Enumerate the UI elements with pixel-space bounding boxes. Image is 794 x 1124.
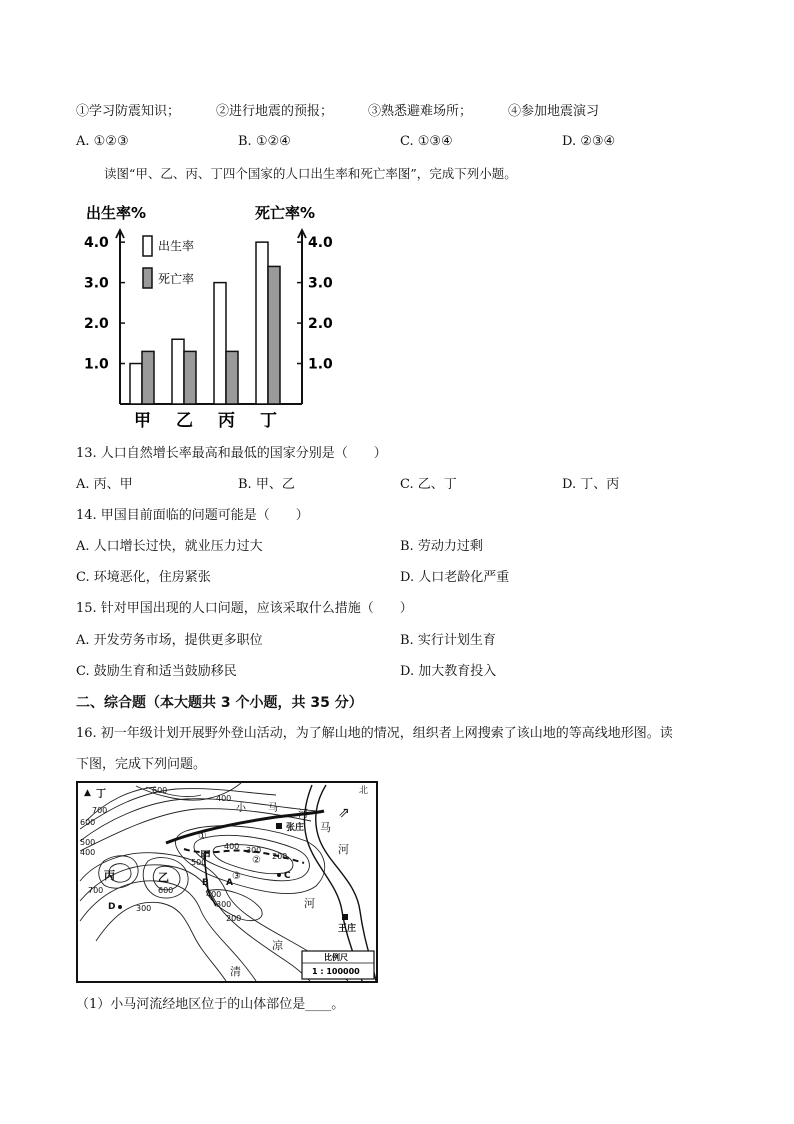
label-xiao: 小 <box>236 803 246 814</box>
contour-label-4: 700 <box>92 806 108 815</box>
bar-birth-rate <box>172 339 184 404</box>
q12-item-2: ②进行地震的预报； <box>216 104 334 119</box>
contour-label-2: 500 <box>80 838 96 847</box>
q12-item-1: ①学习防震知识； <box>76 104 181 119</box>
q16-sub-1: （1）小马河流经地区位于的山体部位是____。 <box>76 997 345 1012</box>
q13-stem: 13. 人口自然增长率最高和最低的国家分别是（ ） <box>76 446 387 461</box>
q14-option-b: B. 劳动力过剩 <box>400 539 483 554</box>
right-tick-label: 1.0 <box>308 356 333 373</box>
q12-item-3: ③熟悉避难场所； <box>368 104 473 119</box>
contour-map-svg <box>76 781 378 983</box>
right-tick-label: 2.0 <box>308 316 333 333</box>
legend-swatch-death <box>143 268 152 288</box>
contour-label-15: 200 <box>226 914 242 923</box>
q14-stem: 14. 甲国目前面临的问题可能是（ ） <box>76 508 309 523</box>
contour-label-16: 300 <box>136 904 152 913</box>
bar-death-rate <box>184 351 196 404</box>
label-circle-3: ③ <box>232 871 241 882</box>
scale-value: 1 : 100000 <box>312 967 360 976</box>
left-axis-label: 出生率% <box>86 204 147 222</box>
bar-death-rate <box>268 266 280 404</box>
q15-option-a: A. 开发劳务市场，提供更多职位 <box>76 633 263 648</box>
category-label: 丁 <box>260 411 277 431</box>
q15-option-c: C. 鼓励生育和适当鼓励移民 <box>76 664 237 679</box>
right-tick-label: 3.0 <box>308 275 333 292</box>
label-he-top: 河 <box>298 809 308 820</box>
q13-option-b: B. 甲、乙 <box>238 477 295 492</box>
point-c-marker <box>277 873 281 877</box>
q14-option-d: D. 人口老龄化严重 <box>400 570 510 585</box>
q12-option-b: B. ①②④ <box>238 134 291 149</box>
contour-label-8: 400 <box>224 842 240 851</box>
contour-label-9: 300 <box>246 846 262 855</box>
contour-label-11: 700 <box>88 886 104 895</box>
left-tick-label: 1.0 <box>84 356 109 373</box>
label-liang: 凉 <box>272 939 283 952</box>
map-triangle-icon: ▲ <box>84 788 91 798</box>
q15-option-b: B. 实行计划生育 <box>400 633 496 648</box>
point-d-marker <box>118 905 122 909</box>
label-he-mid: 河 <box>304 897 315 910</box>
bar-birth-rate <box>130 364 142 404</box>
label-b: B <box>202 878 209 888</box>
q15-option-d: D. 加大教育投入 <box>400 664 497 679</box>
label-d: D <box>108 902 116 912</box>
label-he-right: 河 <box>338 843 349 856</box>
rate-chart-svg <box>80 198 342 436</box>
contour-map <box>76 781 378 983</box>
zhangzhuang-marker <box>276 823 282 829</box>
q12-item-4: ④参加地震演习 <box>508 104 600 119</box>
q12-option-c: C. ①③④ <box>400 134 453 149</box>
north-arrow-icon: ⇗ <box>338 805 350 821</box>
category-label: 乙 <box>176 411 193 431</box>
scale-title: 比例尺 <box>324 953 348 962</box>
label-wangzhuang: 王庄 <box>338 924 357 934</box>
section-2-heading: 二、综合题（本大题共 3 个小题，共 35 分） <box>76 695 363 711</box>
label-bing: 丙 <box>104 869 115 882</box>
bar-death-rate <box>226 351 238 404</box>
category-label: 甲 <box>134 411 151 431</box>
contour-label-10: 200 <box>272 852 288 861</box>
q12-option-a: A. ①②③ <box>76 134 129 149</box>
contour-label-6: 400 <box>216 794 232 803</box>
left-tick-label: 3.0 <box>84 275 109 292</box>
label-qing: 清 <box>230 965 241 978</box>
contour-label-14: 300 <box>216 900 232 909</box>
left-tick-label: 2.0 <box>84 316 109 333</box>
label-yi: 乙 <box>158 871 169 884</box>
right-tick-label: 4.0 <box>308 235 333 252</box>
q16-stem-line1: 16. 初一年级计划开展野外登山活动，为了解山地的情况，组织者上网搜索了该山地的等高线地形图。读 <box>76 726 673 741</box>
q15-stem: 15. 针对甲国出现的人口问题，应该采取什么措施（ ） <box>76 601 413 616</box>
wangzhuang-marker <box>342 914 348 920</box>
bar-birth-rate <box>256 242 268 404</box>
q14-option-c: C. 环境恶化，住房紧张 <box>76 570 211 585</box>
legend-label-death: 死亡率 <box>158 272 195 286</box>
label-circle-1: ① <box>198 831 207 842</box>
contour-label-13: 400 <box>206 890 222 899</box>
label-ma-right: 马 <box>320 821 331 834</box>
label-ding: 丁 <box>96 789 106 800</box>
chart-intro: 读图“甲、乙、丙、丁四个国家的人口出生率和死亡率图”，完成下列小题。 <box>104 166 517 181</box>
legend-label-birth: 出生率 <box>158 239 195 253</box>
q14-option-a: A. 人口增长过快，就业压力过大 <box>76 539 263 554</box>
label-circle-2: ② <box>252 855 261 866</box>
label-a: A <box>226 878 233 888</box>
category-label: 丙 <box>218 411 235 431</box>
birth-death-rate-chart <box>80 198 342 436</box>
contour-label-1: 600 <box>80 818 96 827</box>
label-zhangzhuang: 张庄 <box>286 823 305 833</box>
label-jia: 甲 <box>200 849 211 862</box>
bar-death-rate <box>142 351 154 404</box>
contour-label-5: 600 <box>152 786 168 795</box>
q13-option-d: D. 丁、丙 <box>562 477 620 492</box>
contour-label-7: 500 <box>191 858 207 867</box>
right-axis-label: 死亡率% <box>255 204 316 222</box>
legend-swatch-birth <box>143 236 152 256</box>
contour-label-12: 600 <box>158 886 174 895</box>
label-c: C <box>284 871 291 881</box>
contour-label-3: 400 <box>80 848 96 857</box>
label-north: 北 <box>359 786 369 796</box>
left-tick-label: 4.0 <box>84 235 109 252</box>
q16-stem-line2: 下图，完成下列问题。 <box>76 757 207 772</box>
bar-birth-rate <box>214 283 226 404</box>
q13-option-a: A. 丙、甲 <box>76 477 133 492</box>
q13-option-c: C. 乙、丁 <box>400 477 457 492</box>
label-ma-top: 马 <box>268 803 278 814</box>
q12-option-d: D. ②③④ <box>562 134 616 149</box>
